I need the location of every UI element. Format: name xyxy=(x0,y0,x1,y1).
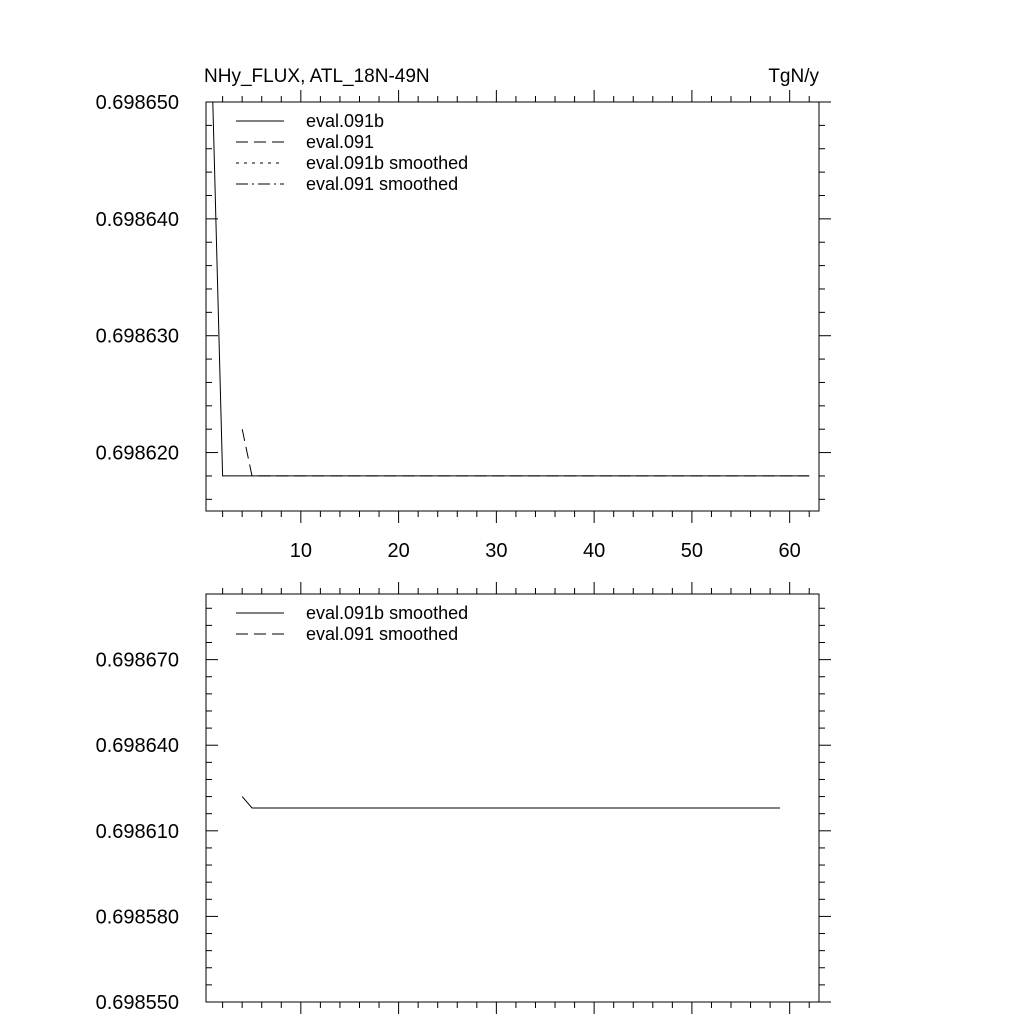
x-tick-label: 10 xyxy=(289,540,312,562)
plot-frame xyxy=(206,594,819,1002)
chart-title: NHy_FLUX, ATL_18N-49N xyxy=(204,66,430,87)
x-tick-label: 40 xyxy=(583,540,606,562)
y-tick-label: 0.698640 xyxy=(95,208,179,231)
series-line-1 xyxy=(213,102,809,476)
bottom-line-chart xyxy=(96,582,831,1014)
y-tick-label: 0.698630 xyxy=(95,325,179,348)
series-line-1 xyxy=(242,797,780,808)
y-tick-label: 0.698550 xyxy=(95,992,179,1014)
series-line-2 xyxy=(242,429,809,476)
plot-frame xyxy=(206,102,819,511)
y-tick-label: 0.698580 xyxy=(95,906,179,929)
y-tick-label: 0.698610 xyxy=(95,820,179,843)
legend-label: eval.091b xyxy=(306,111,385,131)
legend-label: eval.091b smoothed xyxy=(306,603,469,623)
legend-label: eval.091 smoothed xyxy=(306,174,459,194)
y-tick-label: 0.698650 xyxy=(95,92,179,114)
x-tick-label: 60 xyxy=(778,540,801,562)
y-tick-label: 0.698670 xyxy=(95,649,179,672)
units-label: TgN/y xyxy=(768,66,819,87)
x-tick-label: 20 xyxy=(387,540,410,562)
top-line-chart xyxy=(96,66,831,562)
legend-label: eval.091 smoothed xyxy=(306,624,459,644)
y-tick-label: 0.698620 xyxy=(95,442,179,465)
y-tick-label: 0.698640 xyxy=(95,735,179,758)
x-tick-label: 50 xyxy=(680,540,704,562)
legend-label: eval.091b smoothed xyxy=(306,153,469,173)
legend-label: eval.091 xyxy=(306,132,375,152)
x-tick-label: 30 xyxy=(485,540,508,562)
